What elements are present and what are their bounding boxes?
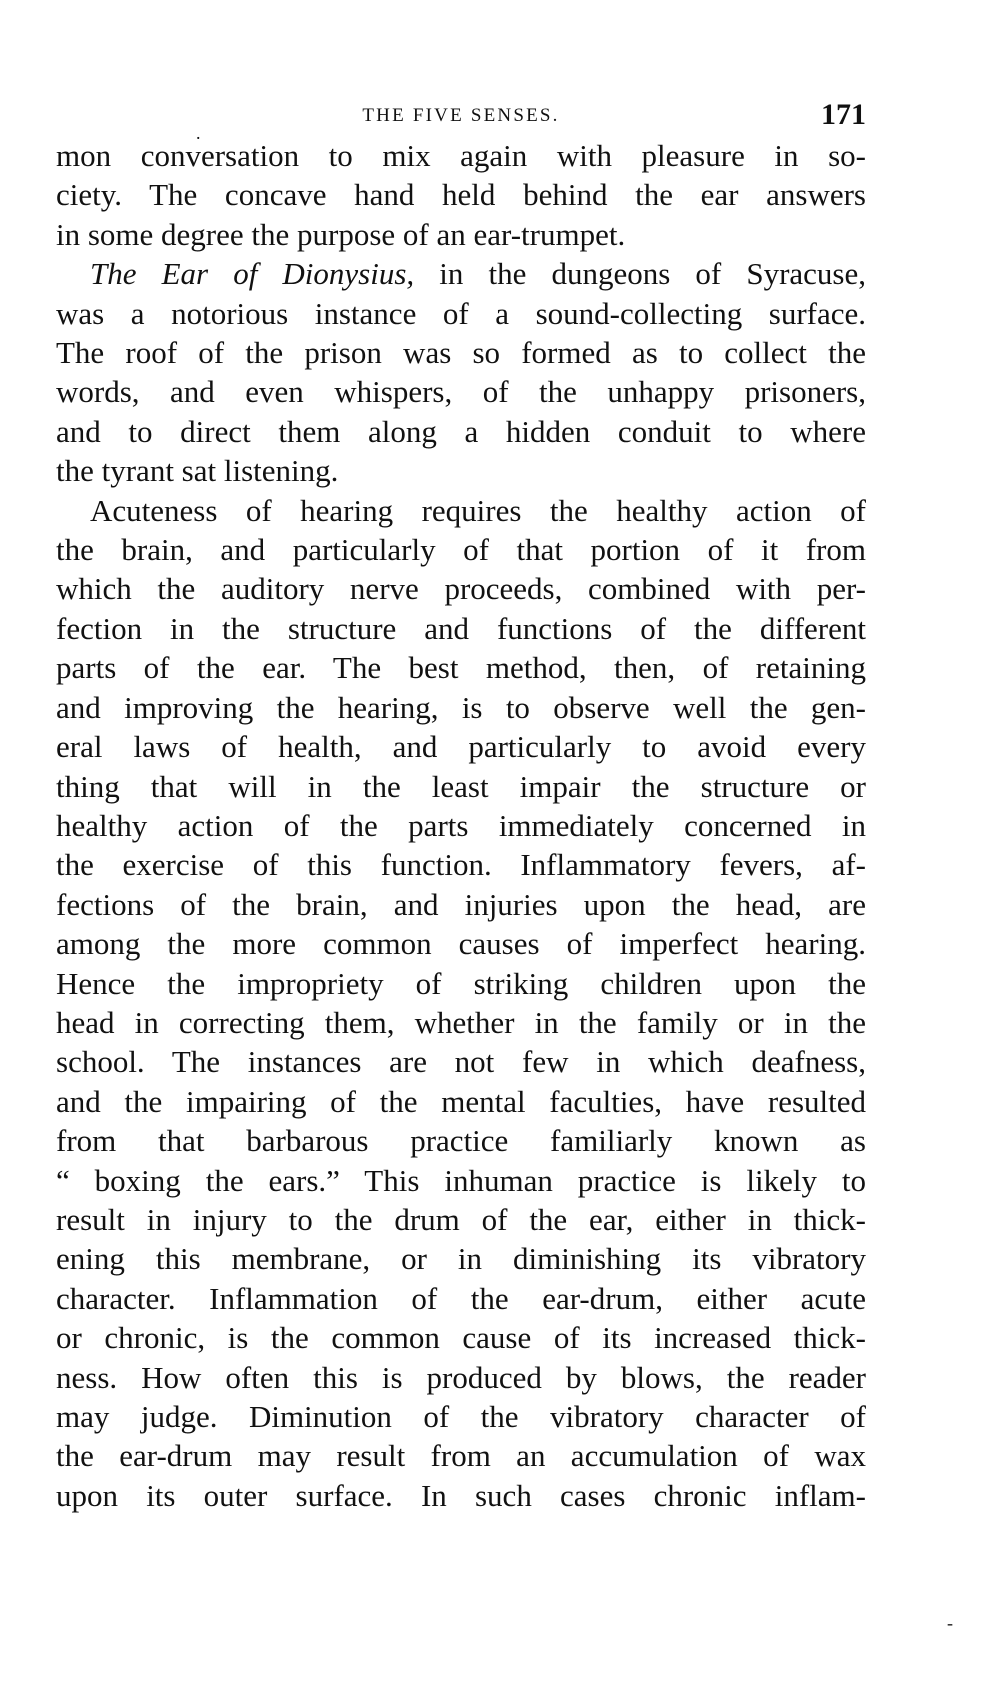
running-title: THE FIVE SENSES. [362, 105, 560, 126]
text-line: result in injury to the drum of the ear, either in thick- [56, 1201, 866, 1237]
italic-title: The Ear of Dionysius, [90, 256, 415, 292]
text-line: from that barbarous practice familiarly known as [56, 1123, 866, 1159]
text-line: words, and even whispers, of the unhappy prisoners, [56, 374, 866, 410]
text-line: The roof of the prison was so formed as to collect the [56, 335, 866, 371]
text-line: among the more common causes of imperfect hearing. [56, 926, 866, 962]
text-run: Acuteness of hearing requires the healthy action of [90, 492, 866, 528]
text-line: eral laws of health, and particularly to avoid every [56, 729, 866, 765]
text-line: upon its outer surface. In such cases chronic inflam- [56, 1477, 866, 1513]
text-line: character. Inflammation of the ear-drum, either acute [56, 1280, 866, 1316]
text-line: ness. How often this is produced by blows, the reader [56, 1359, 866, 1395]
text-line: ciety. The concave hand held behind the ear answers [56, 177, 866, 213]
text-line: Hence the impropriety of striking children upon the [56, 965, 866, 1001]
text-line: and to direct them along a hidden conduit to where [56, 413, 866, 449]
text-line: in some degree the purpose of an ear-trumpet. [56, 216, 626, 252]
text-line: “ boxing the ears.” This inhuman practice is likely to [56, 1162, 866, 1198]
text-line: ening this membrane, or in diminishing its vibratory [56, 1241, 866, 1277]
text-line: the tyrant sat listening. [56, 453, 339, 489]
margin-mark: - [947, 1613, 953, 1633]
text-line: fections of the brain, and injuries upon the head, are [56, 886, 866, 922]
text-line: head in correcting them, whether in the family or in the [56, 1004, 866, 1040]
body-text [56, 136, 866, 1515]
text-line: fection in the structure and functions of the different [56, 610, 866, 646]
text-line: school. The instances are not few in which deafness, [56, 1044, 866, 1080]
text-line: which the auditory nerve proceeds, combined with per- [56, 571, 866, 607]
text-line: and the impairing of the mental faculties, have resulted [56, 1083, 866, 1119]
text-line: parts of the ear. The best method, then, of retaining [56, 650, 866, 686]
text-line: healthy action of the parts immediately concerned in [56, 807, 866, 843]
text-line: may judge. Diminution of the vibratory character of [56, 1399, 866, 1434]
page-header [56, 90, 866, 143]
text-line-indented [56, 491, 866, 530]
text-line: or chronic, is the common cause of its increased thick- [56, 1320, 866, 1356]
text-line: was a notorious instance of a sound-collecting surface. [56, 295, 866, 331]
text-line: the ear-drum may result from an accumulation of wax [56, 1438, 866, 1474]
text-line: thing that will in the least impair the structure or [56, 768, 866, 804]
text-line: mon conversation to mix again with pleasure in so- [56, 138, 866, 173]
book-page [56, 90, 866, 1515]
text-run: in the dungeons of Syracuse, [414, 256, 866, 292]
header-dot: . [196, 123, 201, 143]
text-line: and improving the hearing, is to observe well the gen- [56, 689, 866, 725]
text-line: the brain, and particularly of that portion of it from [56, 532, 866, 568]
text-line: the exercise of this function. Inflammatory fevers, af- [56, 847, 866, 883]
page-number: 171 [821, 98, 866, 131]
text-line-dionysius [56, 254, 866, 293]
